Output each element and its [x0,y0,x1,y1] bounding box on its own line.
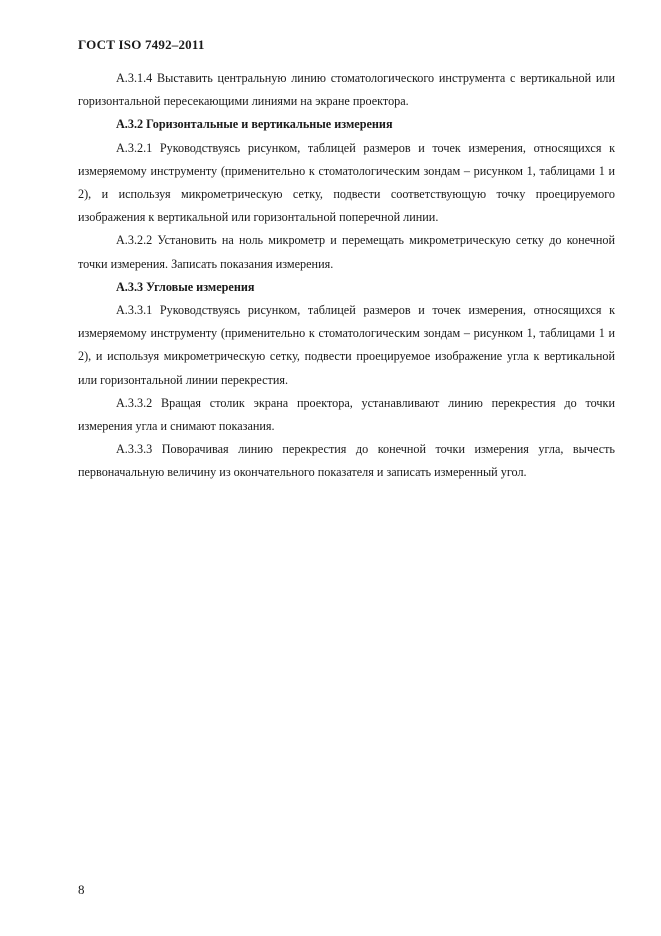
paragraph-a-3-3-3: A.3.3.3 Поворачивая линию перекрестия до конечной точки измерения угла, вычесть первоначальную величину из окончательного показателя и записать измеренный угол. [78,442,615,480]
paragraph-a-3-3-1: A.3.3.1 Руководствуясь рисунком, таблицей размеров и точек измерения, относящихся к измеряемому инструменту (применительно к стоматологическим зондам – рисунком 1, таблицами 1 и 2), и используя микрометрическую сетку, подвести проецируемое изображение угла к вертикальной или горизонтальной линии перекрестия. [78,303,615,387]
document-header: ГОСТ ISO 7492–2011 [78,37,205,52]
page-number: 8 [78,882,85,897]
paragraph-a-3-1-4: A.3.1.4 Выставить центральную линию стоматологического инструмента с вертикальной или горизонтальной пересекающими линиями на экране проектора. [78,71,615,109]
paragraph-a-3-3-2: A.3.3.2 Вращая столик экрана проектора, устанавливают линию перекрестия до точки измерения угла и снимают показания. [78,395,615,434]
paragraph-a-3-2-2: A.3.2.2 Установить на ноль микрометр и перемещать микрометрическую сетку до конечной точки измерения. Записать показания измерения. [78,233,615,271]
section-heading-a-3-3: A.3.3 Угловые измерения [116,279,255,294]
paragraph-a-3-2-1: A.3.2.1 Руководствуясь рисунком, таблицей размеров и точек измерения, относящихся к измеряемому инструменту (применительно к стоматологическим зондам – рисунком 1, таблицами 1 и 2), и используя микрометрическую сетку, подвести соответствующую точку проецируемого изображения к вертикальной или горизонтальной поперечной линии. [78,140,615,225]
section-heading-a-3-2: A.3.2 Горизонтальные и вертикальные измерения [116,117,393,132]
document-body [78,67,615,485]
